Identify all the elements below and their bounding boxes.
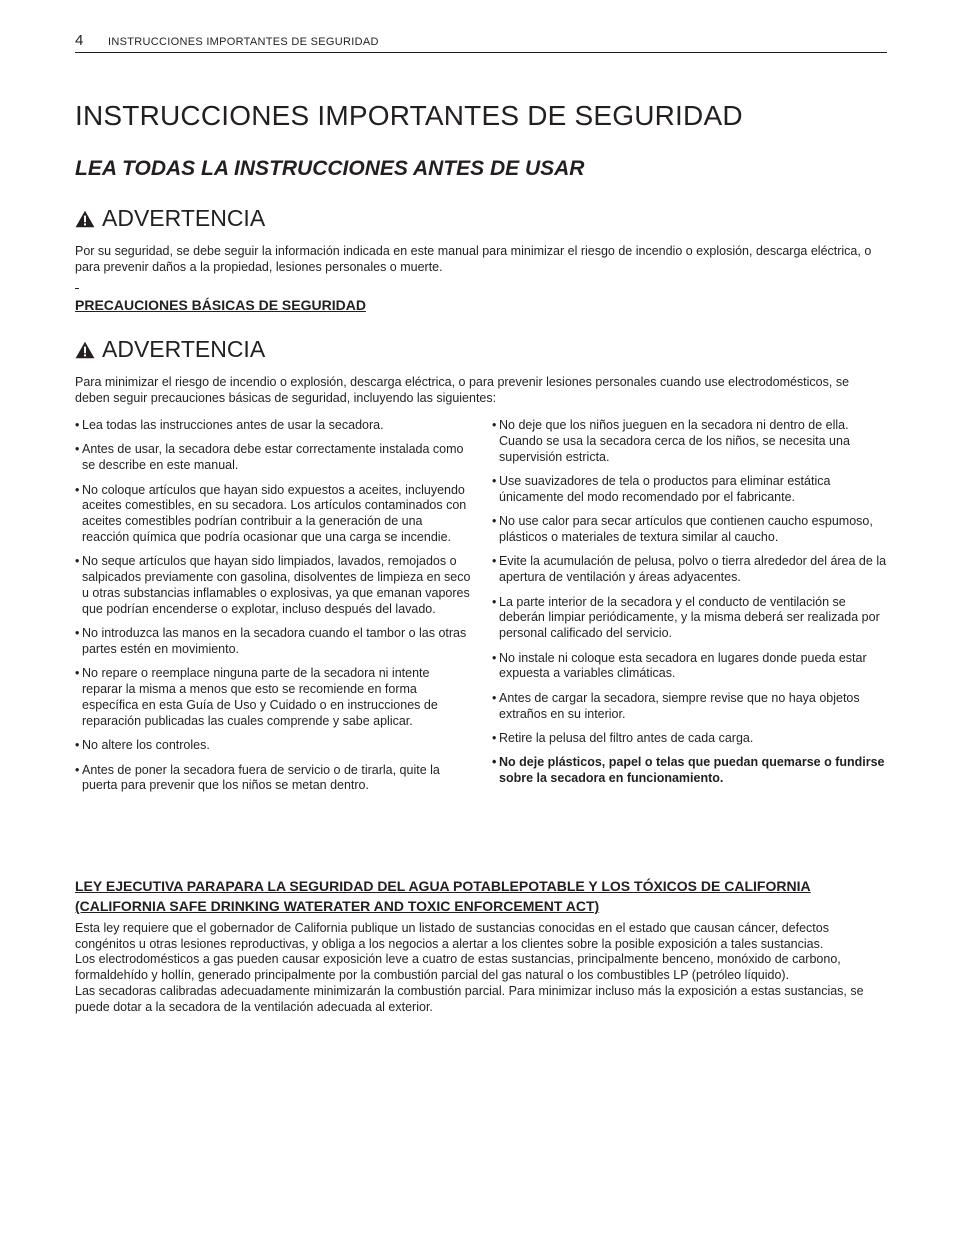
page-title: INSTRUCCIONES IMPORTANTES DE SEGURIDAD: [75, 100, 743, 131]
list-item: • No instale ni coloque esta secadora en lugares donde pueda estar expuesta a variables climáticas.: [492, 651, 888, 683]
list-item: • No seque artículos que hayan sido limpiados, lavados, remojados o salpicados previamente con gasolina, disolventes de limpieza en seco u otras substancias inflamables o explosivas, ya que emanan vapores que podrían encenderse o explotar, incluso después del lavado.: [75, 554, 471, 617]
list-item: • No deje que los niños jueguen en la secadora ni dentro de ella. Cuando se usa la secadora cerca de los niños, se necesita una supervisión estricta.: [492, 418, 888, 465]
california-paragraph-3: Las secadoras calibradas adecuadamente minimizarán la combustión parcial. Para minimizar incluso más la exposición a estas sustancias, se puede dotar a la secadora de la ventilación adecuada al exterior.: [75, 984, 864, 1014]
warning-heading-1: [75, 205, 265, 232]
warning-triangle-icon: [75, 341, 95, 359]
warning-label-1: ADVERTENCIA: [102, 205, 266, 231]
warning-heading-2: [75, 336, 265, 363]
warning-text-2: Para minimizar el riesgo de incendio o explosión, descarga eléctrica, o para prevenir lesiones personales cuando use electrodomésticos, se deben seguir precauciones básicas de seguridad, incluyendo las siguientes:: [75, 375, 850, 405]
warning-text-1: Por su seguridad, se debe seguir la información indicada en este manual para minimizar el riesgo de incendio o explosión, descarga eléctrica, o para prevenir daños a la propiedad, lesiones personales o muerte.: [75, 244, 872, 274]
california-paragraph-1: Esta ley requiere que el gobernador de California publique un listado de sustancias conocidas en el estado que causan cáncer, defectos congénitos u otras lesiones reproductivas, y obliga a los negocios a alertar a los clientes sobre la posible exposición a tales sustancias.: [75, 921, 829, 951]
warning-triangle-icon: [75, 210, 95, 228]
running-header: [75, 32, 887, 53]
list-item: • No use calor para secar artículos que contienen caucho espumoso, plásticos o materiales de textura similar al caucho.: [492, 514, 888, 546]
list-item: • Retire la pelusa del filtro antes de cada carga.: [492, 731, 888, 747]
list-item: • La parte interior de la secadora y el conducto de ventilación se deberán limpiar periódicamente, y la misma deberá ser realizada por personal calificado del servicio.: [492, 595, 888, 642]
divider-mark: [75, 288, 79, 289]
list-item: • No introduzca las manos en la secadora cuando el tambor o las otras partes estén en movimiento.: [75, 626, 471, 658]
california-heading-line-1: LEY EJECUTIVA PARAPARA LA SEGURIDAD DEL AGUA POTABLEPOTABLE Y LOS TÓXICOS DE CALIFORNIA: [75, 878, 811, 894]
california-paragraph-2: Los electrodomésticos a gas pueden causar exposición leve a cuatro de estas sustancias, principalmente benceno, monóxido de carbono, formaldehído y hollín, generado principalmente por la combustión parcial del gas natural o los combustibles LP (petróleo líquido).: [75, 952, 841, 982]
basic-precautions-heading: PRECAUCIONES BÁSICAS DE SEGURIDAD: [75, 297, 366, 313]
list-item: • No altere los controles.: [75, 738, 471, 754]
list-item-bold: • No deje plásticos, papel o telas que puedan quemarse o fundirse sobre la secadora en funcionamiento.: [492, 755, 888, 787]
list-item: • Evite la acumulación de pelusa, polvo o tierra alrededor del área de la apertura de ventilación y áreas adyacentes.: [492, 554, 888, 586]
list-item: • Antes de cargar la secadora, siempre revise que no haya objetos extraños en su interior.: [492, 691, 888, 723]
page-number: 4: [75, 32, 84, 49]
subtitle: LEA TODAS LA INSTRUCCIONES ANTES DE USAR: [75, 157, 585, 180]
list-item: • Antes de usar, la secadora debe estar correctamente instalada como se describe en este manual.: [75, 442, 471, 474]
california-law-heading: [75, 876, 811, 916]
warning-label-2: ADVERTENCIA: [102, 336, 266, 362]
list-item: • Antes de poner la secadora fuera de servicio o de tirarla, quite la puerta para prevenir que los niños se metan dentro.: [75, 763, 471, 795]
list-item: • Use suavizadores de tela o productos para eliminar estática únicamente del modo recomendado por el fabricante.: [492, 474, 888, 506]
precautions-list-right: [492, 418, 888, 795]
list-item: • No coloque artículos que hayan sido expuestos a aceites, incluyendo aceites comestibles, en su secadora. Los artículos contaminados con aceites comestibles podrían contribuir a la generación de una reacción química que podría ocasionar que una carga se incendie.: [75, 483, 471, 546]
list-item: • Lea todas las instrucciones antes de usar la secadora.: [75, 418, 471, 434]
precautions-list-left: [75, 418, 471, 803]
list-item: • No repare o reemplace ninguna parte de la secadora ni intente reparar la misma a menos que esto se recomiende en forma específica en esta Guía de Uso y Cuidado o en instrucciones de reparación publicadas las cuales comprende y sabe aplicar.: [75, 666, 471, 729]
running-header-title: INSTRUCCIONES IMPORTANTES DE SEGURIDAD: [108, 36, 379, 48]
california-heading-line-2: (CALIFORNIA SAFE DRINKING WATERATER AND TOXIC ENFORCEMENT ACT): [75, 898, 600, 914]
